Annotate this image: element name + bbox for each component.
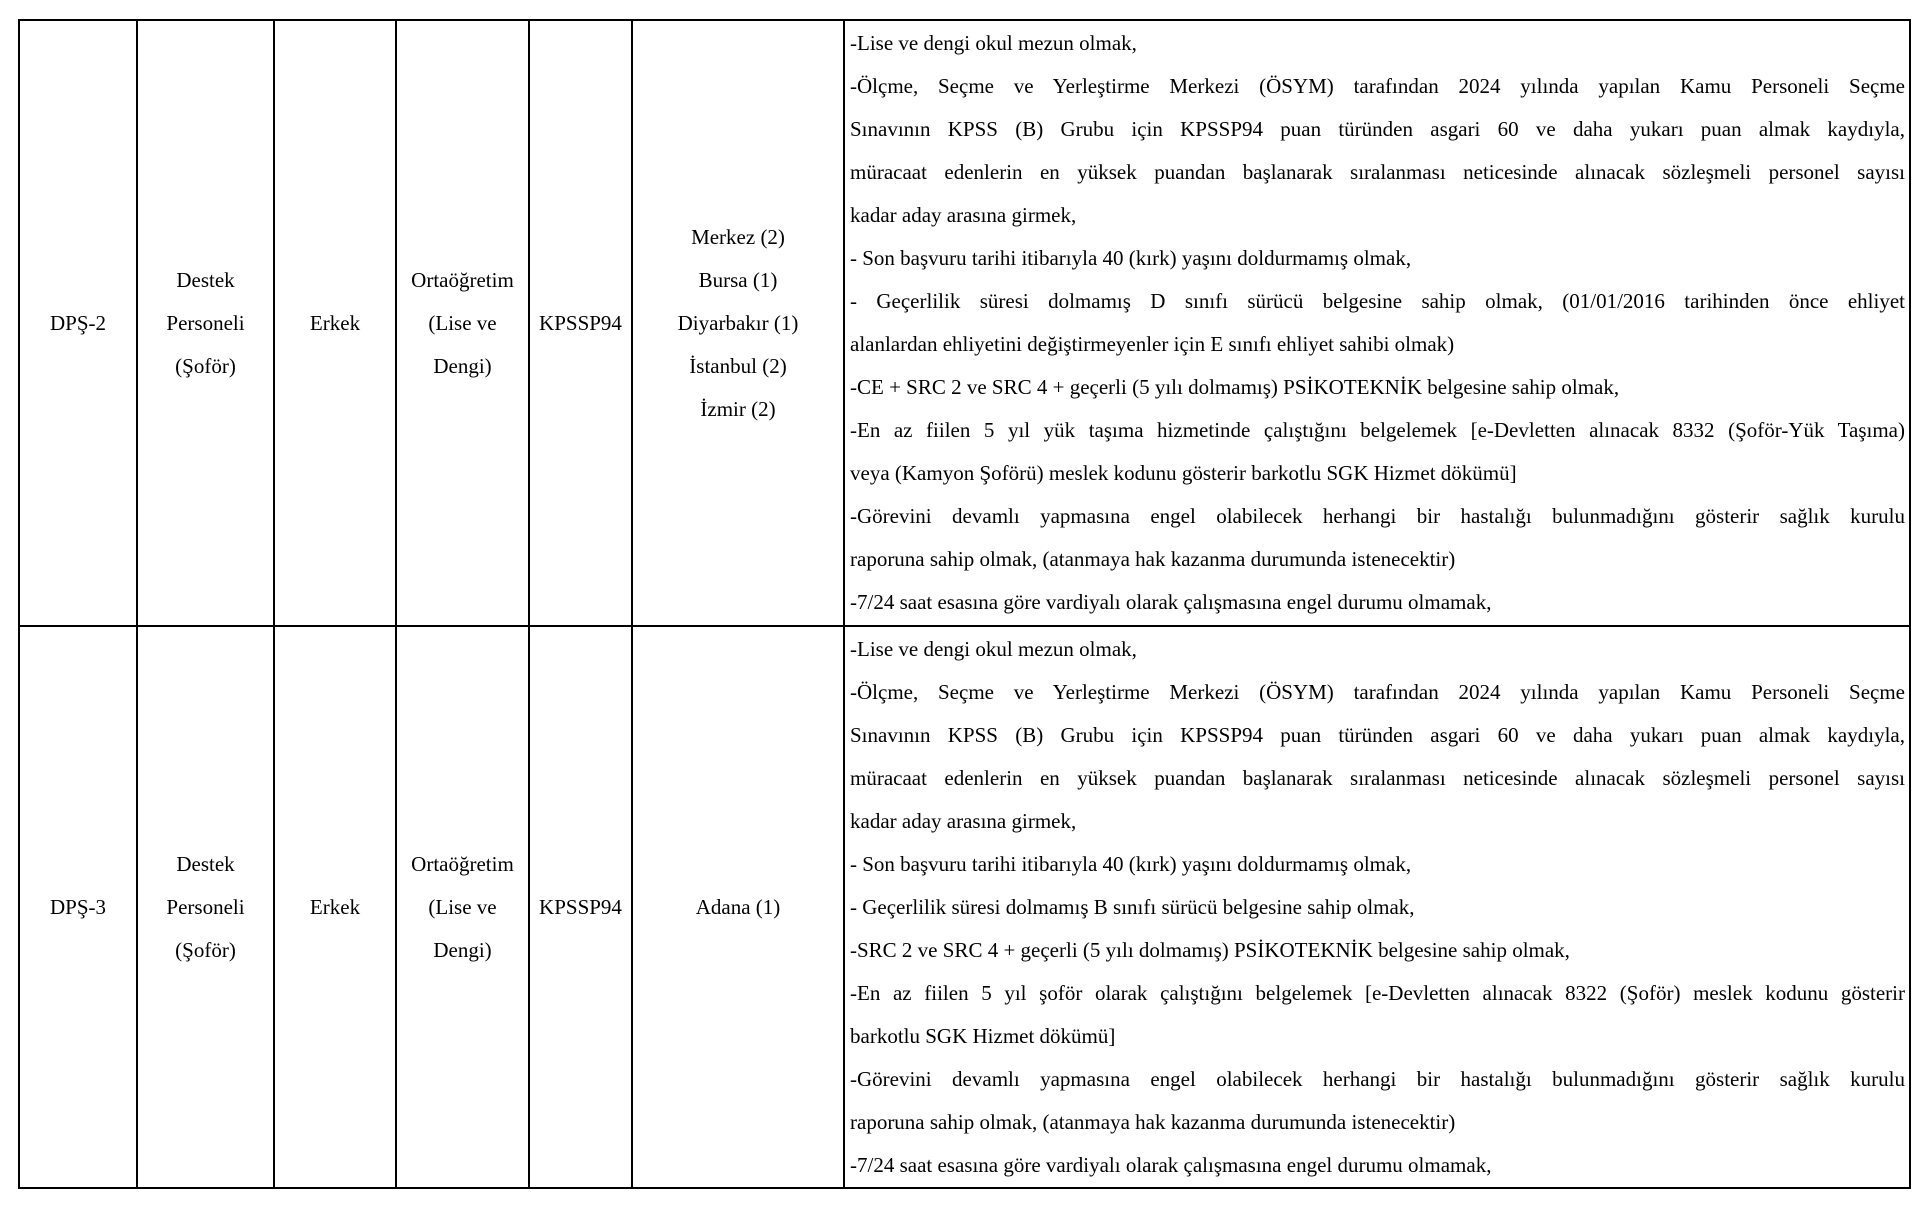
requirement-line: barkotlu SGK Hizmet dökümü] — [850, 1023, 1116, 1048]
position-title-cell — [137, 626, 274, 1188]
requirement-line: -SRC 2 ve SRC 4 + geçerli (5 yılı dolmamış) PSİKOTEKNİK belgesine sahip olmak, — [850, 937, 1570, 962]
requirement-line: Sınavının KPSS (B) Grubu için KPSSP94 puan türünden asgari 60 ve daha yukarı puan almak kaydıyla, — [850, 117, 1905, 141]
requirement-line: -Ölçme, Seçme ve Yerleştirme Merkezi (ÖSYM) tarafından 2024 yılında yapılan Kamu Personeli Seçme — [850, 679, 1905, 704]
requirement-line: raporuna sahip olmak, (atanmaya hak kazanma durumunda istenecektir) — [850, 1109, 1456, 1134]
requirement-line: -Görevini devamlı yapmasına engel olabilecek herhangi bir hastalığı bulunmadığını gösterir sağlık kurulu — [850, 504, 1905, 528]
position-code-cell — [19, 626, 137, 1188]
requirement-line: - Son başvuru tarihi itibarıyla 40 (kırk) yaşını doldurmamış olmak, — [850, 246, 1412, 270]
score-type: KPSSP94 — [539, 894, 622, 919]
position-title-cell — [137, 20, 274, 626]
position-title-line: Personeli — [166, 894, 245, 919]
requirement-line: kadar aday arasına girmek, — [850, 203, 1077, 227]
table-row — [19, 20, 1910, 626]
education-cell — [396, 626, 529, 1188]
requirement-line: kadar aday arasına girmek, — [850, 808, 1077, 833]
position-code: DPŞ-3 — [49, 894, 107, 919]
requirements-cell — [844, 20, 1910, 626]
position-code-cell — [19, 20, 137, 626]
requirement-line: -Ölçme, Seçme ve Yerleştirme Merkezi (ÖSYM) tarafından 2024 yılında yapılan Kamu Personeli Seçme — [850, 74, 1905, 98]
score-type-cell — [529, 626, 632, 1188]
education-cell — [396, 20, 529, 626]
location-item: Diyarbakır (1) — [677, 310, 799, 335]
requirement-line: müracaat edenlerin en yüksek puandan başlanarak sıralanması neticesinde alınacak sözleşmeli personel sayısı — [850, 160, 1905, 184]
gender-cell — [274, 626, 396, 1188]
score-type: KPSSP94 — [539, 310, 622, 335]
education-line: Dengi) — [433, 937, 492, 962]
requirement-line: -7/24 saat esasına göre vardiyalı olarak çalışmasına engel durumu olmamak, — [850, 590, 1492, 614]
requirement-line: -En az fiilen 5 yıl yük taşıma hizmetinde çalıştığını belgelemek [e-Devletten alınacak 8332 (Şoför-Yük Taşıma) — [850, 418, 1905, 442]
gender: Erkek — [309, 894, 361, 919]
requirement-line: -En az fiilen 5 yıl şoför olarak çalıştığını belgelemek [e-Devletten alınacak 8322 (Şoför) meslek kodunu gösterir — [850, 980, 1905, 1005]
locations-cell — [632, 20, 844, 626]
position-title-line: (Şoför) — [175, 937, 236, 962]
requirement-line: - Son başvuru tarihi itibarıyla 40 (kırk) yaşını doldurmamış olmak, — [850, 851, 1412, 876]
requirement-line: veya (Kamyon Şoförü) meslek kodunu gösterir barkotlu SGK Hizmet dökümü] — [850, 461, 1517, 485]
location-item: İstanbul (2) — [689, 353, 787, 378]
education-line: (Lise ve — [428, 894, 497, 919]
position-title-line: Personeli — [166, 310, 245, 335]
requirement-line: -7/24 saat esasına göre vardiyalı olarak çalışmasına engel durumu olmamak, — [850, 1152, 1492, 1177]
gender: Erkek — [309, 310, 361, 335]
locations-cell — [632, 626, 844, 1188]
requirement-line: - Geçerlilik süresi dolmamış D sınıfı sürücü belgesine sahip olmak, (01/01/2016 tarihinden önce ehliyet — [850, 289, 1905, 313]
location-item: Merkez (2) — [691, 224, 785, 249]
requirements-cell — [844, 626, 1910, 1188]
position-table — [18, 19, 1911, 1189]
requirement-line: raporuna sahip olmak, (atanmaya hak kazanma durumunda istenecektir) — [850, 547, 1456, 571]
position-title-line: (Şoför) — [175, 353, 236, 378]
position-title-line: Destek — [176, 851, 235, 876]
requirement-line: -Lise ve dengi okul mezun olmak, — [850, 31, 1137, 55]
education-line: Ortaöğretim — [411, 267, 514, 292]
score-type-cell — [529, 20, 632, 626]
requirement-line: -Lise ve dengi okul mezun olmak, — [850, 636, 1137, 661]
education-line: (Lise ve — [428, 310, 497, 335]
position-code: DPŞ-2 — [49, 310, 107, 335]
location-item: Adana (1) — [695, 894, 781, 919]
requirement-line: -Görevini devamlı yapmasına engel olabilecek herhangi bir hastalığı bulunmadığını gösterir sağlık kurulu — [850, 1066, 1905, 1091]
location-item: İzmir (2) — [700, 396, 776, 421]
table-row — [19, 626, 1910, 1188]
education-line: Dengi) — [433, 353, 492, 378]
requirement-line: alanlardan ehliyetini değiştirmeyenler için E sınıfı ehliyet sahibi olmak) — [850, 332, 1455, 356]
requirement-line: -CE + SRC 2 ve SRC 4 + geçerli (5 yılı dolmamış) PSİKOTEKNİK belgesine sahip olmak, — [850, 375, 1620, 399]
position-title-line: Destek — [176, 267, 235, 292]
requirement-line: - Geçerlilik süresi dolmamış B sınıfı sürücü belgesine sahip olmak, — [850, 894, 1415, 919]
gender-cell — [274, 20, 396, 626]
education-line: Ortaöğretim — [411, 851, 514, 876]
location-item: Bursa (1) — [698, 267, 778, 292]
requirement-line: Sınavının KPSS (B) Grubu için KPSSP94 puan türünden asgari 60 ve daha yukarı puan almak kaydıyla, — [850, 722, 1905, 747]
requirement-line: müracaat edenlerin en yüksek puandan başlanarak sıralanması neticesinde alınacak sözleşmeli personel sayısı — [850, 765, 1905, 790]
